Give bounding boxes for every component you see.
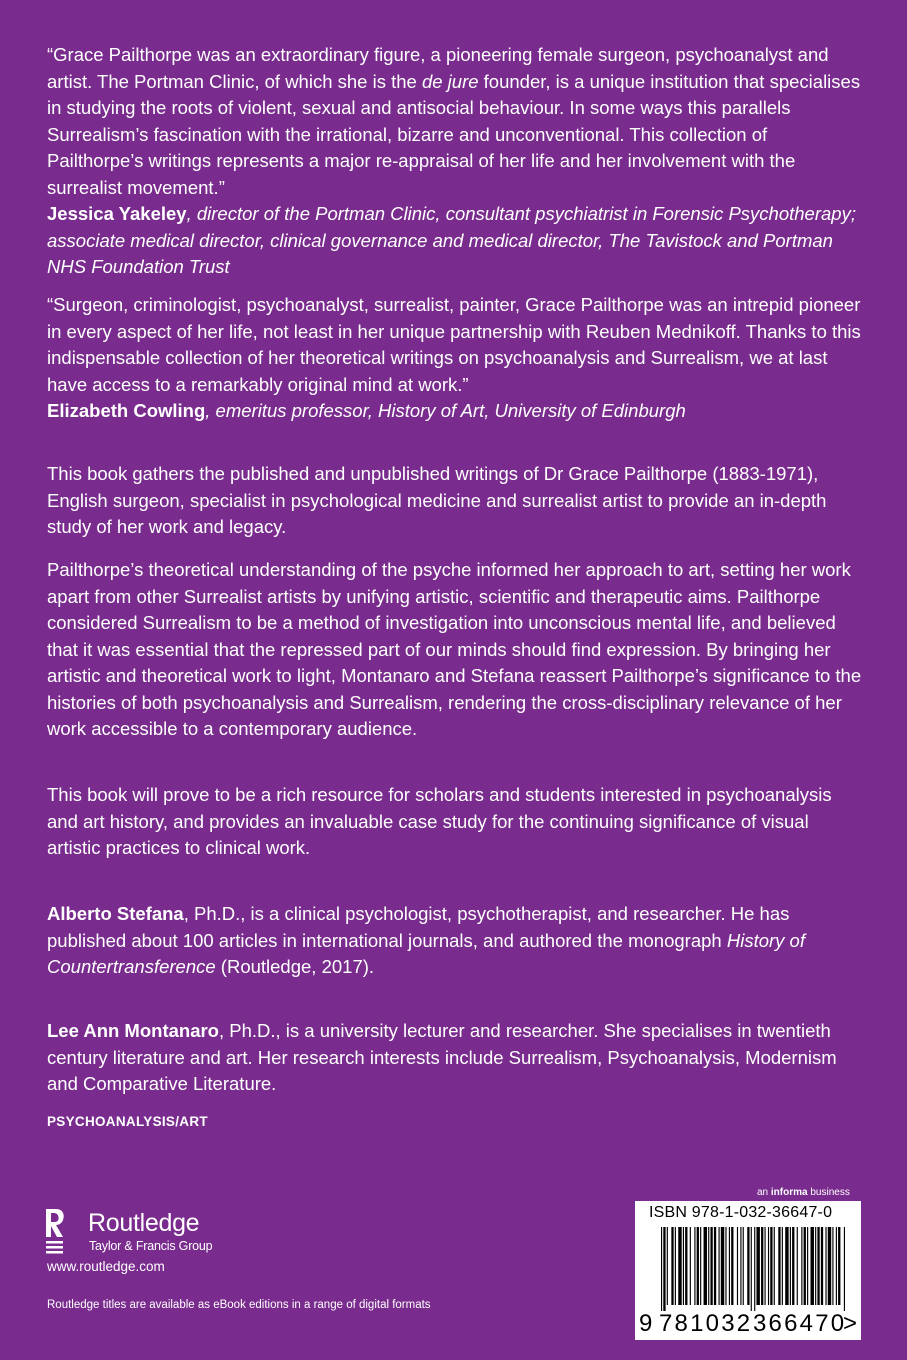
author-bio-montanaro: Lee Ann Montanaro, Ph.D., is a university lecturer and researcher. She specialises in twentieth century literature and art. Her research interests include Surrealism, Psychoanalysis, Modernism and Comparative Literature.	[47, 1020, 837, 1094]
barcode-bar	[768, 1227, 769, 1305]
barcode-bar	[731, 1227, 733, 1305]
barcode-bar	[708, 1227, 709, 1305]
barcode-bar	[743, 1227, 744, 1305]
barcode-bar	[797, 1227, 798, 1305]
barcode-bar	[782, 1227, 783, 1305]
barcode-bar	[725, 1227, 726, 1305]
barcode-bar	[774, 1227, 775, 1305]
author-bio-stefana: Alberto Stefana, Ph.D., is a clinical psychologist, psychotherapist, and researcher. He has published about 100 articles in international journals, and authored the monograph History of Countertransference (Routledge, 2017).	[47, 903, 805, 977]
barcode-bar	[801, 1227, 802, 1305]
barcode-bar	[792, 1227, 794, 1305]
barcode-bar	[817, 1227, 819, 1305]
barcode-bar	[836, 1227, 837, 1305]
barcode-bar	[761, 1227, 763, 1305]
barcode-bar	[754, 1227, 755, 1311]
publisher-name: Routledge	[88, 1209, 200, 1237]
barcode-bar	[704, 1227, 707, 1305]
barcode-bar	[675, 1227, 676, 1305]
informa-note: an informa business	[757, 1187, 850, 1198]
quote-attribution	[47, 201, 867, 281]
quote-author: Elizabeth Cowling	[47, 400, 206, 421]
isbn-barcode	[635, 1201, 861, 1340]
barcode-bar	[756, 1227, 759, 1305]
barcode-bar	[765, 1227, 766, 1305]
barcode-bar	[804, 1227, 806, 1305]
barcode-bar	[690, 1227, 691, 1305]
barcode-bar	[719, 1227, 720, 1305]
barcode-bar	[729, 1227, 730, 1305]
barcode-bar	[828, 1227, 831, 1305]
barcode-bar	[663, 1227, 665, 1311]
publisher-url[interactable]: www.routledge.com	[47, 1259, 165, 1274]
description-paragraph-1: This book gathers the published and unpublished writings of Dr Grace Pailthorpe (1883-1971), English surgeon, specialist in psychological medicine and surrealist artist to provide an in-depth study of her work and legacy.	[47, 463, 827, 537]
barcode-bar	[714, 1227, 716, 1305]
barcode-bar	[844, 1227, 845, 1311]
barcode-bar	[747, 1227, 749, 1305]
endorsement-cowling	[47, 292, 867, 425]
barcode-bar	[832, 1227, 833, 1305]
endorsement-yakeley	[47, 42, 867, 281]
barcode-bar	[694, 1227, 695, 1305]
description-paragraph-2: Pailthorpe’s theoretical understanding of the psyche informed her approach to art, setting her work apart from other Surrealist artists by unifying artistic, scientific and therapeutic aims. Pailthorpe considered Surrealism to be a method of investigation into unconscious mental life, and believed that it was essential that the repressed part of our minds should find expression. By bringing her artistic and theoretical work to light, Montanaro and Stefana reassert Pailthorpe’s significance to the histories of both psychoanalysis and Surrealism, rendering the cross-disciplinary relevance of her work accessible to a contemporary audience.	[47, 559, 862, 739]
ebook-note: Routledge titles are available as eBook editions in a range of digital formats	[47, 1299, 431, 1311]
publisher-logo	[44, 1207, 234, 1255]
barcode-bar	[685, 1227, 687, 1305]
author-name: Alberto Stefana	[47, 903, 184, 924]
barcode-digits-group1: 781032	[659, 1310, 753, 1337]
quote-author-role: , director of the Portman Clinic, consultant psychiatrist in Forensic Psychotherapy; associate medical director, clinical governance and medical director, The Tavistock and Portman NHS Foundation Trust	[47, 203, 856, 277]
barcode-bar	[778, 1227, 780, 1305]
quote-text: “Surgeon, criminologist, psychoanalyst, surrealist, painter, Grace Pailthorpe was an intrepid pioneer in every aspect of her life, not least in her unique partnership with Reuben Mednikoff. Thanks to this indispensable collection of her theoretical writings on psychoanalysis and Surrealism, we at last have access to a remarkably original mind at work.”	[47, 294, 861, 395]
barcode-bar	[737, 1227, 738, 1305]
book-title: History of Countertransference	[47, 929, 805, 977]
barcode-bar	[790, 1227, 791, 1305]
barcode-bar	[785, 1227, 788, 1305]
quote-text-part: founder, is a unique institution that specialises in studying the roots of violent, sexual and antisocial behaviour. In some ways this parallels Surrealism’s fascination with the irrational, bizarre and unconventional. This collection of Pailthorpe’s writings represents a major re-appraisal of her life and her involvement with the surrealist movement.”	[47, 70, 861, 198]
barcode-bar	[697, 1227, 699, 1305]
barcode-bar	[825, 1227, 826, 1305]
barcode-bar	[807, 1227, 808, 1305]
barcode-bar	[721, 1227, 724, 1305]
quote-text-part: “Grace Pailthorpe was an extraordinary figure, a pioneering female surgeon, psychoanalyst and artist. The Portman Clinic, of which she is the	[47, 44, 829, 92]
publisher-group: Taylor & Francis Group	[89, 1239, 213, 1253]
author-name: Lee Ann Montanaro	[47, 1020, 219, 1041]
barcode-bar	[751, 1227, 752, 1311]
barcode-bar	[821, 1227, 823, 1305]
quote-author: Jessica Yakeley	[47, 203, 187, 224]
quote-italic: de jure	[421, 70, 479, 92]
barcode-bar	[661, 1227, 662, 1311]
barcode-bar	[811, 1227, 814, 1305]
barcode-digit-first: 9	[639, 1310, 653, 1337]
quote-attribution	[47, 398, 867, 425]
barcode-bar	[667, 1227, 668, 1305]
barcode-bar	[678, 1227, 681, 1305]
barcode-digits-group2: 366470	[753, 1310, 847, 1337]
barcode-bar	[740, 1227, 741, 1305]
barcode-bar	[671, 1227, 673, 1305]
isbn-label: ISBN 978-1-032-36647-0	[649, 1204, 833, 1221]
barcode-bar	[838, 1227, 840, 1305]
barcode-arrow: >	[843, 1310, 858, 1337]
barcode-bar	[770, 1227, 772, 1305]
barcode-bars	[661, 1227, 845, 1311]
quote-text	[47, 42, 867, 201]
barcode-bar	[710, 1227, 712, 1305]
barcode-bar	[700, 1227, 701, 1305]
quote-author-role: , emeritus professor, History of Art, University of Edinburgh	[205, 400, 686, 421]
barcode-bar	[683, 1227, 684, 1305]
subject-category: PSYCHOANALYSIS/ART	[47, 1114, 208, 1129]
description-paragraph-3: This book will prove to be a rich resource for scholars and students interested in psychoanalysis and art history, and provides an invaluable case study for the continuing significance of visual artistic practices to clinical work.	[47, 784, 832, 858]
barcode-bar	[815, 1227, 816, 1305]
routledge-r-icon	[44, 1207, 66, 1255]
